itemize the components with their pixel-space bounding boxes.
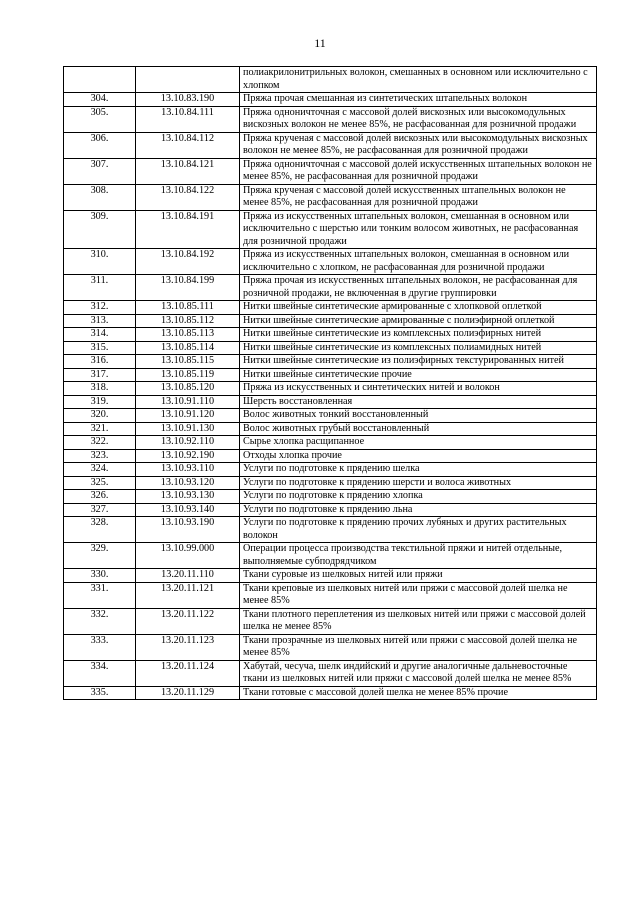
table-row <box>64 517 597 543</box>
table-row <box>64 395 597 409</box>
row-number: 322. <box>64 436 136 450</box>
row-code: 13.10.93.120 <box>136 476 240 490</box>
table-row <box>64 569 597 583</box>
row-number: 324. <box>64 463 136 477</box>
row-code: 13.10.93.110 <box>136 463 240 477</box>
row-code: 13.10.85.111 <box>136 301 240 315</box>
row-number: 331. <box>64 582 136 608</box>
row-number: 319. <box>64 395 136 409</box>
row-number: 311. <box>64 275 136 301</box>
row-number: 308. <box>64 184 136 210</box>
table-row <box>64 67 597 93</box>
row-number: 312. <box>64 301 136 315</box>
row-name: Пряжа из искусственных штапельных волокон, смешанная в основном или исключительно с шерстью или тонким волосом животных, не расфасованная для розничной продажи <box>240 210 597 249</box>
table-row <box>64 422 597 436</box>
table-row <box>64 476 597 490</box>
row-number: 334. <box>64 660 136 686</box>
row-number: 316. <box>64 355 136 369</box>
row-name: Шерсть восстановленная <box>240 395 597 409</box>
row-number: 306. <box>64 132 136 158</box>
row-code: 13.20.11.110 <box>136 569 240 583</box>
row-code: 13.10.92.110 <box>136 436 240 450</box>
row-number: 329. <box>64 543 136 569</box>
row-name: Пряжа из искусственных штапельных волокон, смешанная в основном или исключительно с хлопком, не расфасованная для розничной продажи <box>240 249 597 275</box>
row-name: Нитки швейные синтетические армированные с хлопковой оплеткой <box>240 301 597 315</box>
row-code: 13.10.85.114 <box>136 341 240 355</box>
row-code: 13.10.84.192 <box>136 249 240 275</box>
row-name: Пряжа одноничточная с массовой долей вискозных или высокомодульных вискозных волокон не менее 85%, не расфасованная для розничной продажи <box>240 106 597 132</box>
row-number: 332. <box>64 608 136 634</box>
row-code: 13.10.91.110 <box>136 395 240 409</box>
row-name: Услуги по подготовке к прядению хлопка <box>240 490 597 504</box>
page-number: 11 <box>314 36 326 50</box>
row-number: 317. <box>64 368 136 382</box>
row-code: 13.10.84.112 <box>136 132 240 158</box>
table-row <box>64 355 597 369</box>
row-code <box>136 67 240 93</box>
table-row <box>64 449 597 463</box>
table-row <box>64 301 597 315</box>
row-name: Нитки швейные синтетические из комплексных полиамидных нитей <box>240 341 597 355</box>
row-number: 304. <box>64 93 136 107</box>
row-name: Волос животных грубый восстановленный <box>240 422 597 436</box>
row-name: Ткани прозрачные из шелковых нитей или пряжи с массовой долей шелка не менее 85% <box>240 634 597 660</box>
table-row <box>64 249 597 275</box>
table-row <box>64 382 597 396</box>
table-row <box>64 184 597 210</box>
row-code: 13.10.93.130 <box>136 490 240 504</box>
row-name: Ткани суровые из шелковых нитей или пряжи <box>240 569 597 583</box>
row-code: 13.10.84.191 <box>136 210 240 249</box>
row-name: Пряжа прочая из искусственных штапельных волокон, не расфасованная для розничной продажи, не включенная в другие группировки <box>240 275 597 301</box>
row-name: Услуги по подготовке к прядению шерсти и волоса животных <box>240 476 597 490</box>
row-name: Нитки швейные синтетические из комплексных полиэфирных нитей <box>240 328 597 342</box>
row-number: 305. <box>64 106 136 132</box>
row-code: 13.10.99.000 <box>136 543 240 569</box>
row-code: 13.10.84.121 <box>136 158 240 184</box>
row-number: 320. <box>64 409 136 423</box>
row-number: 327. <box>64 503 136 517</box>
table-row <box>64 543 597 569</box>
table-row <box>64 275 597 301</box>
table-row <box>64 503 597 517</box>
row-name: Нитки швейные синтетические прочие <box>240 368 597 382</box>
row-code: 13.10.85.119 <box>136 368 240 382</box>
row-code: 13.20.11.121 <box>136 582 240 608</box>
row-name: Пряжа прочая смешанная из синтетических штапельных волокон <box>240 93 597 107</box>
table-row <box>64 436 597 450</box>
row-code: 13.20.11.123 <box>136 634 240 660</box>
row-code: 13.20.11.129 <box>136 686 240 700</box>
row-name: Ткани крепoвые из шелковых нитей или пряжи с массовой долей шелка не менее 85% <box>240 582 597 608</box>
row-number: 330. <box>64 569 136 583</box>
row-number: 321. <box>64 422 136 436</box>
table-row <box>64 686 597 700</box>
codes-table <box>63 66 597 700</box>
row-name: Хабутай, чесуча, шелк индийский и другие аналогичные дальневосточные ткани из шелковых нитей или пряжи с массовой долей шелка не менее 85% <box>240 660 597 686</box>
row-name: Услуги по подготовке к прядению прочих лубяных и других растительных волокон <box>240 517 597 543</box>
table-row <box>64 490 597 504</box>
row-code: 13.10.91.120 <box>136 409 240 423</box>
row-name: Отходы хлопка прочие <box>240 449 597 463</box>
row-number <box>64 67 136 93</box>
table-row <box>64 328 597 342</box>
row-code: 13.10.91.130 <box>136 422 240 436</box>
row-name: Пряжа из искусственных и синтетических нитей и волокон <box>240 382 597 396</box>
row-name: Ткани плотного переплетения из шелковых нитей или пряжи с массовой долей шелка не менее 85% <box>240 608 597 634</box>
row-code: 13.10.85.113 <box>136 328 240 342</box>
row-name: полиакрилонитрильных волокон, смешанных в основном или исключительно с хлопком <box>240 67 597 93</box>
row-name: Пряжа одноничточная с массовой долей искусственных штапельных волокон не менее 85%, не расфасованная для розничной продажи <box>240 158 597 184</box>
row-name: Сырье хлопка расщипанное <box>240 436 597 450</box>
row-number: 310. <box>64 249 136 275</box>
row-code: 13.10.83.190 <box>136 93 240 107</box>
table-row <box>64 158 597 184</box>
row-number: 333. <box>64 634 136 660</box>
table-row <box>64 314 597 328</box>
table-row <box>64 409 597 423</box>
table-row <box>64 608 597 634</box>
row-name: Нитки швейные синтетические из полиэфирных текстурированных нитей <box>240 355 597 369</box>
row-code: 13.10.84.122 <box>136 184 240 210</box>
table-row <box>64 634 597 660</box>
row-number: 318. <box>64 382 136 396</box>
table-row <box>64 463 597 477</box>
row-number: 323. <box>64 449 136 463</box>
row-name: Услуги по подготовке к прядению шелка <box>240 463 597 477</box>
row-number: 307. <box>64 158 136 184</box>
row-name: Пряжа крученая с массовой долей искусственных штапельных волокон не менее 85%, не расфасованная для розничной продажи <box>240 184 597 210</box>
row-number: 335. <box>64 686 136 700</box>
row-number: 328. <box>64 517 136 543</box>
row-name: Пряжа крученая с массовой долей вискозных или высокомодульных вискозных волокон не менее 85%, не расфасованная для розничной продажи <box>240 132 597 158</box>
table-row <box>64 660 597 686</box>
table-row <box>64 368 597 382</box>
row-number: 314. <box>64 328 136 342</box>
row-code: 13.10.85.112 <box>136 314 240 328</box>
table-body <box>64 67 597 700</box>
table-row <box>64 210 597 249</box>
table-row <box>64 341 597 355</box>
row-code: 13.10.84.111 <box>136 106 240 132</box>
table-row <box>64 93 597 107</box>
row-name: Нитки швейные синтетические армированные с полиэфирной оплеткой <box>240 314 597 328</box>
row-number: 313. <box>64 314 136 328</box>
row-code: 13.20.11.124 <box>136 660 240 686</box>
row-code: 13.10.85.115 <box>136 355 240 369</box>
row-name: Ткани готовые с массовой долей шелка не менее 85% прочие <box>240 686 597 700</box>
row-number: 309. <box>64 210 136 249</box>
row-name: Волос животных тонкий восстановленный <box>240 409 597 423</box>
row-code: 13.20.11.122 <box>136 608 240 634</box>
row-number: 326. <box>64 490 136 504</box>
table-row <box>64 106 597 132</box>
row-name: Операции процесса производства текстильной пряжи и нитей отдельные, выполняемые субподрядчиком <box>240 543 597 569</box>
row-number: 325. <box>64 476 136 490</box>
row-code: 13.10.84.199 <box>136 275 240 301</box>
row-code: 13.10.85.120 <box>136 382 240 396</box>
row-name: Услуги по подготовке к прядению льна <box>240 503 597 517</box>
row-code: 13.10.93.140 <box>136 503 240 517</box>
table-row <box>64 582 597 608</box>
row-code: 13.10.92.190 <box>136 449 240 463</box>
row-number: 315. <box>64 341 136 355</box>
table-row <box>64 132 597 158</box>
row-code: 13.10.93.190 <box>136 517 240 543</box>
